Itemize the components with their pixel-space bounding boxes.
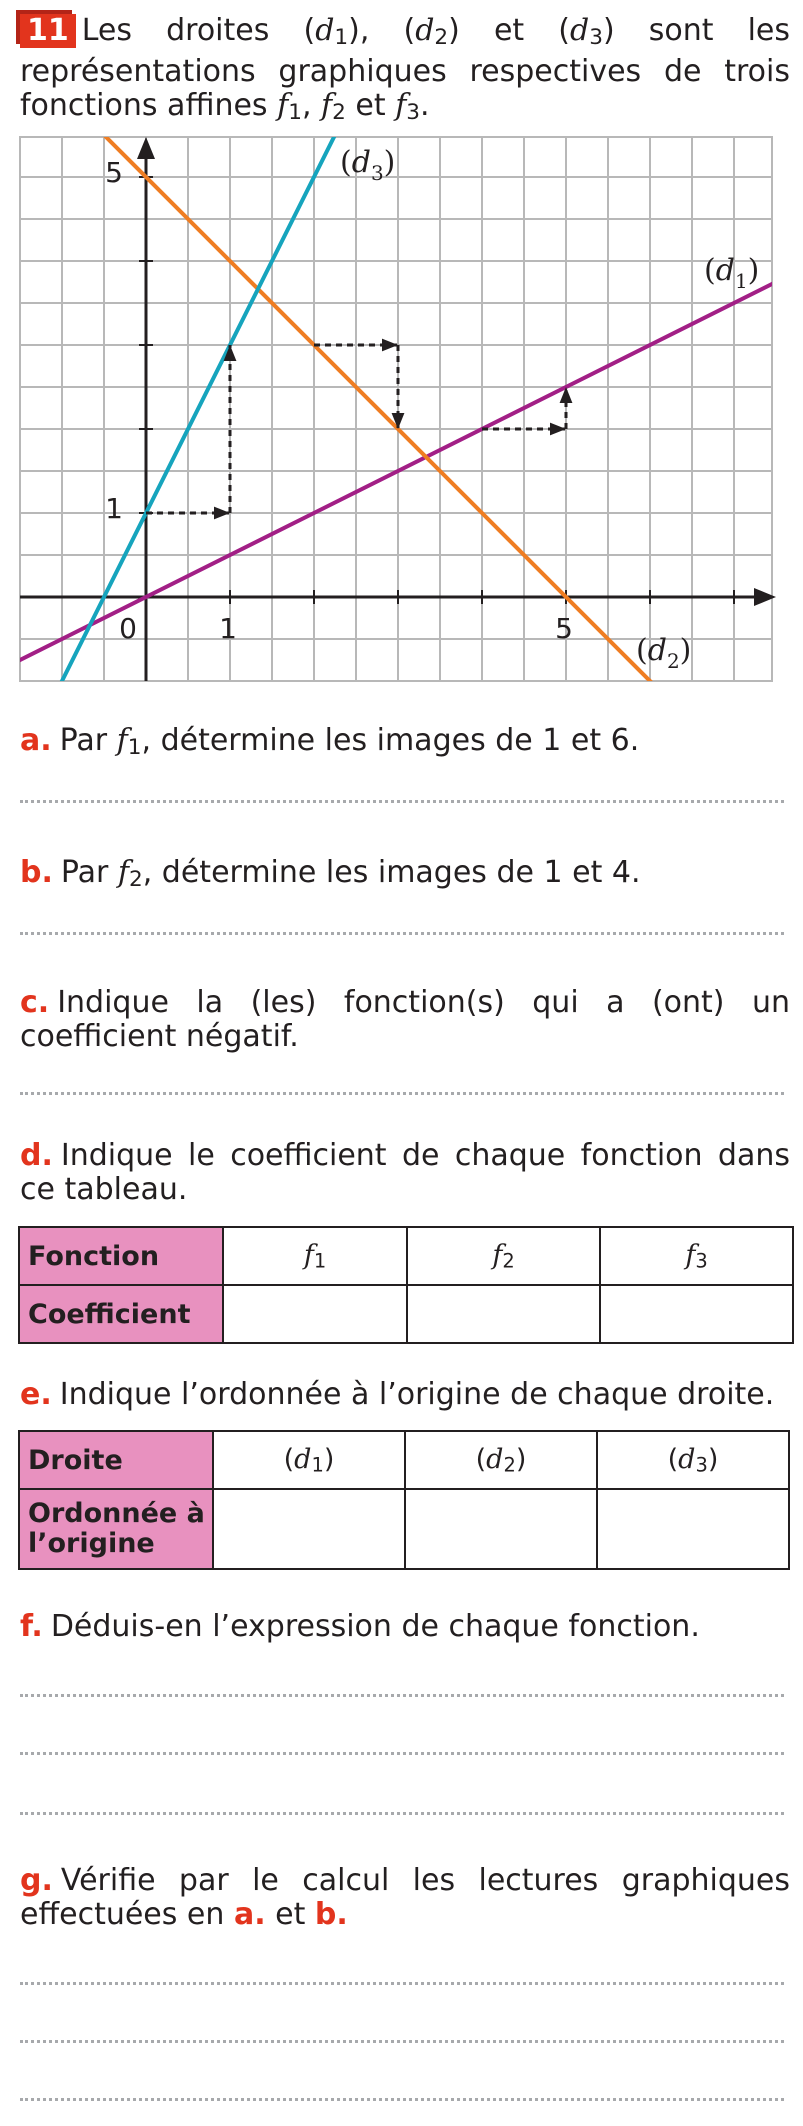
d1-label: $(d_1)$	[704, 253, 760, 293]
question-a: a. Par f1, détermine les images de 1 et 6.	[20, 723, 640, 760]
coefficient-table	[18, 1226, 794, 1344]
function-lines	[0, 0, 803, 700]
x-tick-label-1: 1	[219, 612, 237, 645]
d3-label: $(d_3)$	[340, 145, 396, 185]
intercept-cell-d2[interactable]	[405, 1489, 597, 1569]
y-axis-arrow	[137, 137, 155, 159]
table-head-ordonnee: Ordonnée à l’origine	[19, 1489, 213, 1569]
answer-line-g-3[interactable]	[20, 2098, 784, 2101]
grid	[20, 137, 772, 681]
question-b: b. Par f2, détermine les images de 1 et 4.	[20, 855, 641, 892]
answer-line-c[interactable]	[20, 1092, 784, 1095]
x-tick-label-0: 0	[119, 612, 137, 645]
coefficient-cell-f3[interactable]	[600, 1285, 793, 1343]
intercept-cell-d3[interactable]	[597, 1489, 789, 1569]
question-e: e. Indique l’ordonnée à l’origine de chaque droite.	[20, 1377, 775, 1412]
answer-line-f-1[interactable]	[20, 1694, 784, 1697]
answer-line-g-2[interactable]	[20, 2040, 784, 2043]
answer-line-a[interactable]	[20, 800, 784, 803]
reading-arrowhead	[214, 507, 230, 520]
d2-label: $(d_2)$	[636, 633, 692, 673]
function-graph	[0, 0, 803, 700]
table-col-f3: f3	[600, 1227, 793, 1285]
answer-line-b[interactable]	[20, 932, 784, 935]
tick-labels	[105, 156, 573, 645]
question-d: d. Indique le coefficient de chaque fonction dans ce tableau.	[20, 1138, 790, 1207]
intercept-cell-d1[interactable]	[213, 1489, 405, 1569]
intercept-table	[18, 1430, 790, 1570]
line-labels	[340, 145, 759, 673]
y-tick-label-5: 5	[105, 156, 123, 189]
table-col-d3: (d3)	[597, 1431, 789, 1489]
answer-line-g-1[interactable]	[20, 1982, 784, 1985]
x-tick-label-5: 5	[555, 612, 573, 645]
reading-arrowhead	[550, 423, 566, 436]
table-head-droite: Droite	[19, 1431, 213, 1489]
table-col-d2: (d2)	[405, 1431, 597, 1489]
question-f: f. Déduis-en l’expression de chaque fonction.	[20, 1609, 700, 1644]
coefficient-cell-f2[interactable]	[407, 1285, 600, 1343]
table-head-coefficient: Coefficient	[19, 1285, 223, 1343]
question-g: g. Vérifie par le calcul les lectures graphiques effectuées en a. et b.	[20, 1863, 790, 1932]
y-tick-label-1: 1	[105, 492, 123, 525]
d3-line	[0, 0, 803, 700]
reading-arrowhead	[382, 339, 398, 352]
answer-line-f-3[interactable]	[20, 1812, 784, 1815]
answer-line-f-2[interactable]	[20, 1752, 784, 1755]
question-c: c. Indique la (les) fonction(s) qui a (ont) un coefficient négatif.	[20, 985, 790, 1054]
table-col-f2: f2	[407, 1227, 600, 1285]
d2-line	[0, 0, 803, 700]
coefficient-cell-f1[interactable]	[223, 1285, 407, 1343]
table-col-d1: (d1)	[213, 1431, 405, 1489]
table-head-fonction: Fonction	[19, 1227, 223, 1285]
exercise-statement: 11 Les droites (d1), (d2) et (d3) sont les représentations graphiques respectives de trois fonctions affines f1, f2 et f3.	[20, 13, 791, 125]
table-col-f1: f1	[223, 1227, 407, 1285]
exercise-number: 11	[20, 14, 76, 48]
